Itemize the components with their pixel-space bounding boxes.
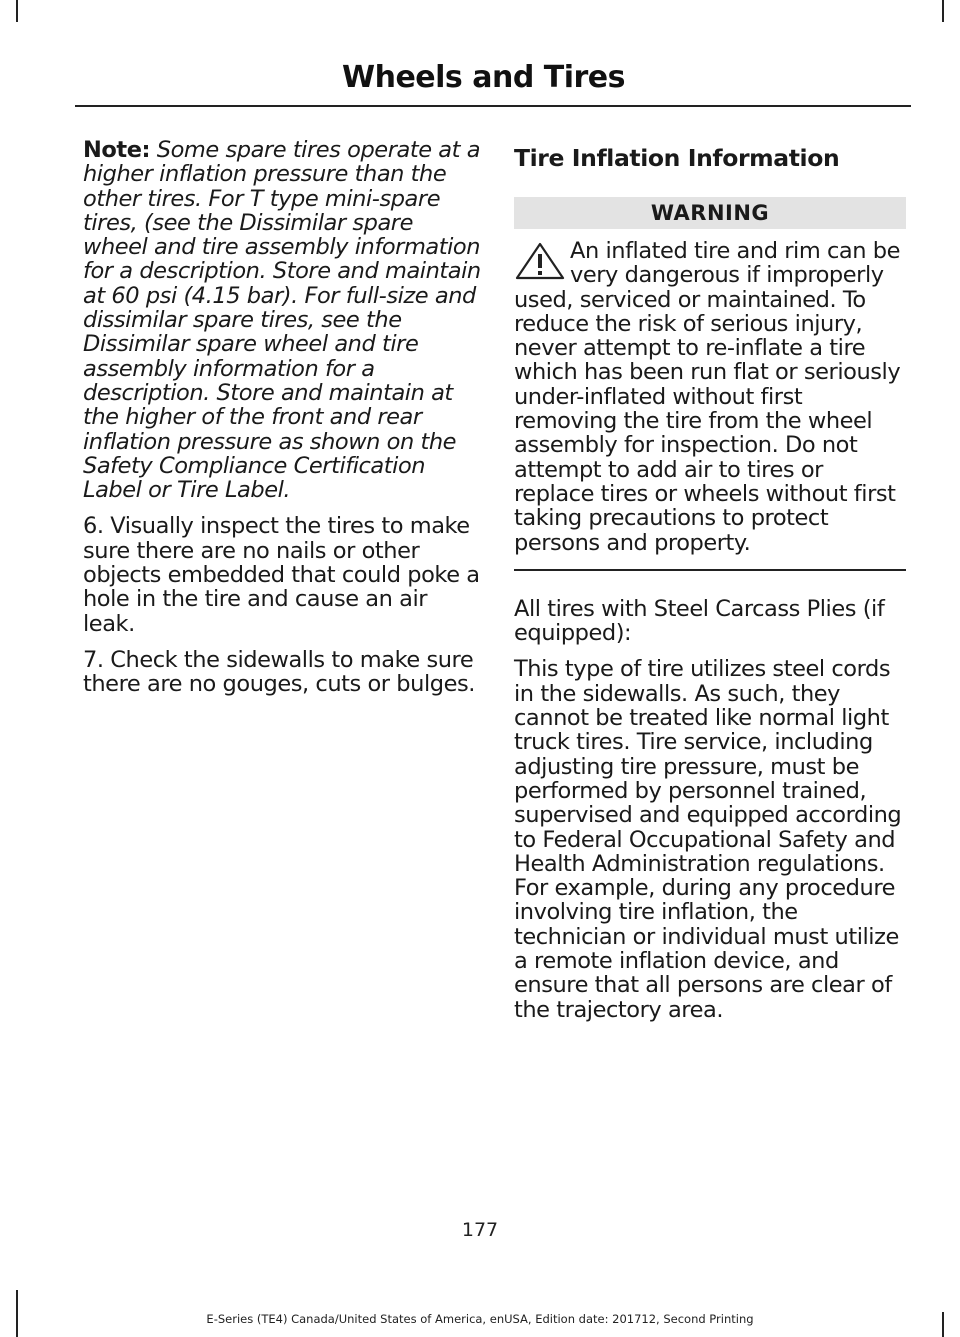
steel-carcass-heading: All tires with Steel Carcass Plies (if equipped):	[514, 595, 885, 647]
section-title: Tire Inflation Information	[514, 144, 840, 172]
edition-footer: E-Series (TE4) Canada/United States of America, enUSA, Edition date: 201712, Second Printing	[206, 1312, 754, 1326]
steel-carcass-text: This type of tire utilizes steel cords in the sidewalls. As such, they cannot be treated like normal light truck tires. Tire service, including adjusting tire pressure, must be performed by personnel trained, supervised and equipped according to Federal Occupational Safety and Health Administration regulations. For example, during any procedure involving tire inflation, the technician or individual must utilize a remote inflation device, and ensure that all persons are clear of the trajectory area.	[514, 656, 902, 1023]
step-7-text: 7. Check the sidewalls to make sure there are no gouges, cuts or bulges.	[83, 646, 475, 698]
right-column	[514, 138, 906, 1034]
crop-mark	[16, 0, 18, 22]
note-label: Note:	[83, 137, 151, 163]
header-rule	[75, 105, 911, 107]
warning-triangle-icon	[514, 241, 566, 281]
warning-banner: WARNING	[514, 197, 906, 229]
note-paragraph	[83, 138, 483, 502]
page-header-title: Wheels and Tires	[342, 60, 625, 95]
crop-mark	[942, 0, 944, 22]
warning-text: An inflated tire and rim can be very dangerous if improperly used, serviced or maintained. To reduce the risk of serious injury, never attempt to re-inflate a tire which has been run flat or seriously under-inflated without first removing the tire from the wheel assembly for inspection. Do not attempt to add air to tires or replace tires or wheels without first taking precautions to protect persons and property.	[514, 238, 901, 556]
note-text: Some spare tires operate at a higher inflation pressure than the other tires. For T type mini-spare tires, (see the Dissimilar spare wheel and tire assembly information for a description. Store and maintain at 60 psi (4.15 bar). For full-size and dissimilar spare tires, see the Dissimilar spare wheel and tire assembly information for a description. Store and maintain at the higher of the front and rear inflation pressure as shown on the Safety Compliance Certification Label or Tire Label.	[83, 137, 481, 504]
left-column	[83, 138, 483, 709]
page-number: 177	[461, 1219, 499, 1241]
warning-box	[514, 239, 906, 555]
warning-end-rule	[514, 569, 906, 571]
step-6-text: 6. Visually inspect the tires to make sure there are no nails or other objects embedded that could poke a hole in the tire and cause an air leak.	[83, 513, 480, 637]
